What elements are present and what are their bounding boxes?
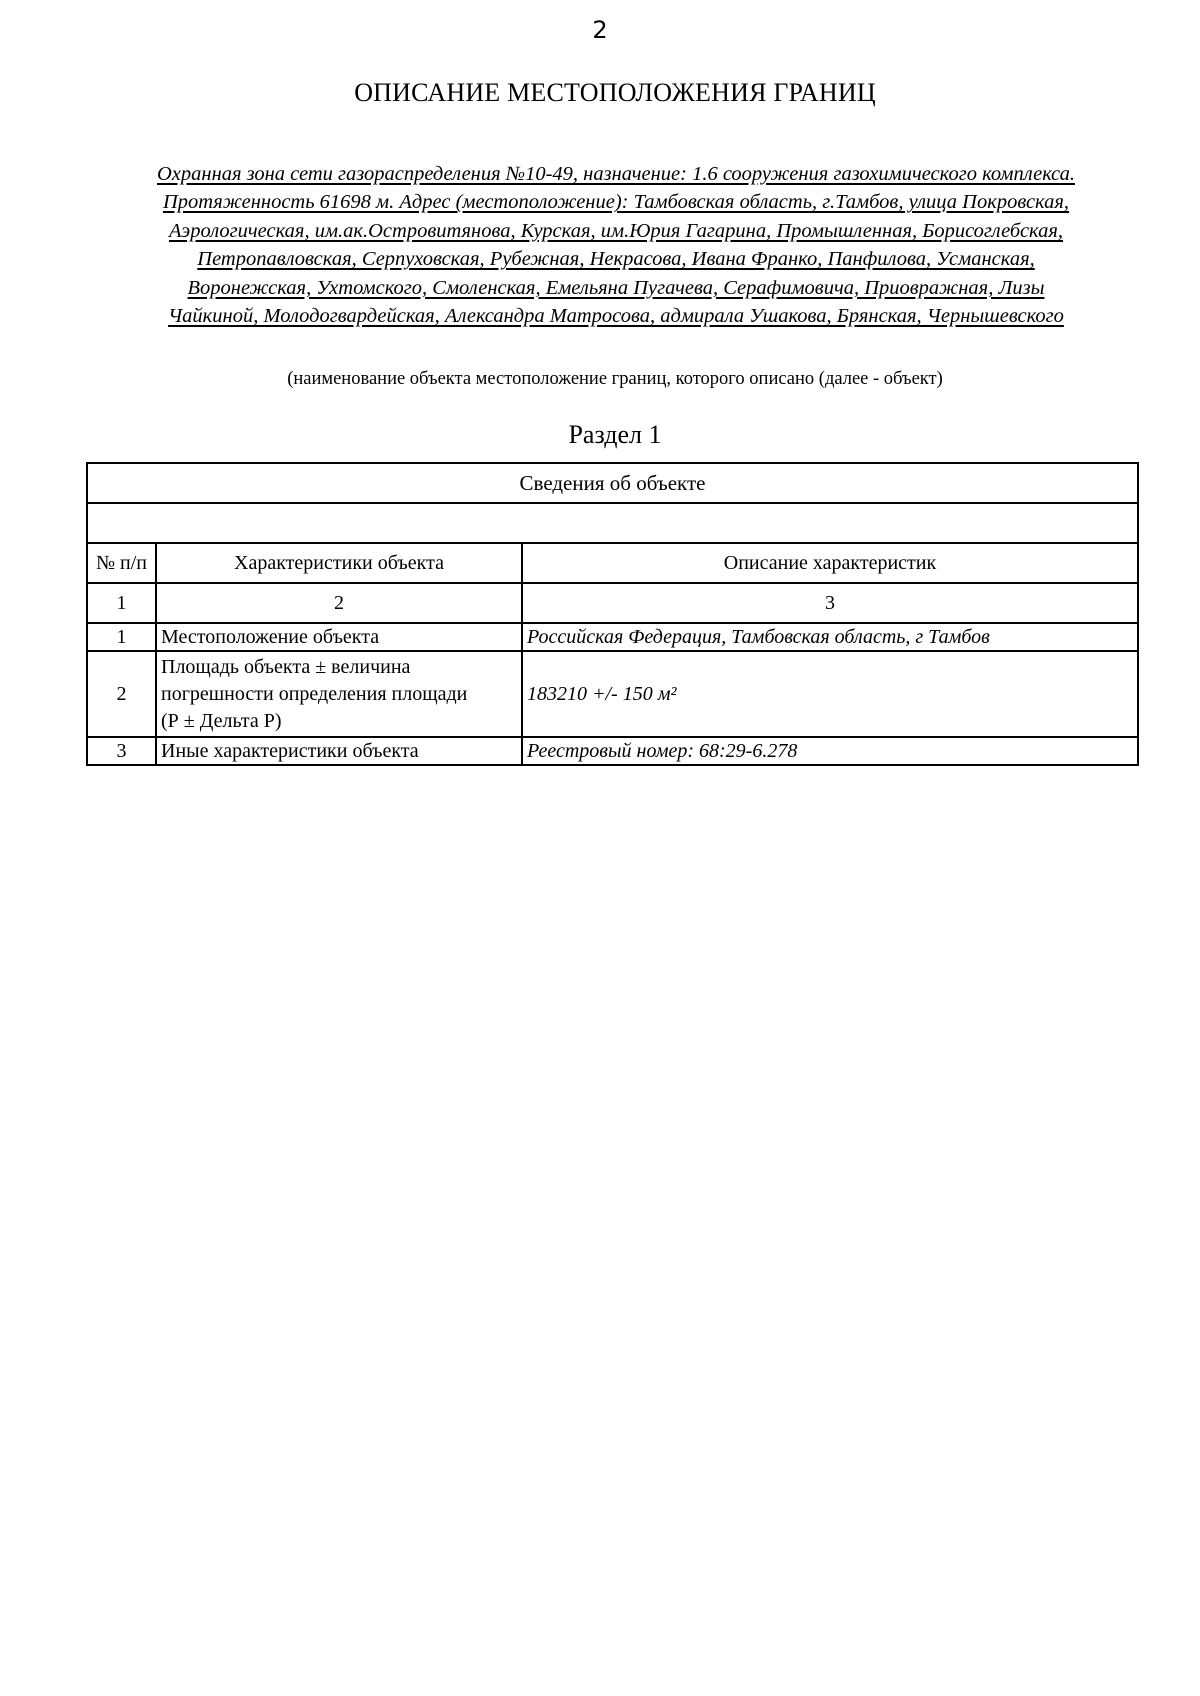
object-info-table xyxy=(86,462,1139,766)
object-description-line: Петропавловская, Серпуховская, Рубежная, Некрасова, Ивана Франко, Панфилова, Усманская, xyxy=(197,248,1035,271)
table-title-row xyxy=(87,463,1138,503)
object-description-line: Чайкиной, Молодогвардейская, Александра Матросова, адмирала Ушакова, Брянская, Чернышевского xyxy=(168,305,1064,328)
object-description xyxy=(96,160,1136,330)
row-description: Российская Федерация, Тамбовская область, г Тамбов xyxy=(522,623,1138,651)
object-description-line: Протяженность 61698 м. Адрес (местоположение): Тамбовская область, г.Тамбов, улица Покровская, xyxy=(162,191,1070,214)
row-description: Реестровый номер: 68:29-6.278 xyxy=(522,737,1138,765)
row-number: 1 xyxy=(87,623,156,651)
object-description-line: Воронежская, Ухтомского, Смоленская, Емельяна Пугачева, Серафимовича, Приовражная, Лизы xyxy=(187,276,1045,299)
page-number: 2 xyxy=(592,16,608,44)
row-characteristic-line: Площадь объекта ± величина xyxy=(161,655,411,678)
object-description-line: Аэрологическая, им.ак.Островитянова, Курская, им.Юрия Гагарина, Промышленная, Борисоглебская, xyxy=(168,219,1064,242)
row-characteristic: Местоположение объекта xyxy=(156,623,522,651)
row-characteristic-line: (Р ± Дельта Р) xyxy=(161,709,282,732)
row-description: 183210 +/- 150 м² xyxy=(522,651,1138,737)
column-number: 1 xyxy=(87,583,156,623)
header-number: № п/п xyxy=(87,543,156,583)
section-title: Раздел 1 xyxy=(568,420,662,449)
table-row xyxy=(87,737,1138,765)
row-characteristic-line: погрешности определения площади xyxy=(161,682,468,705)
row-number: 3 xyxy=(87,737,156,765)
row-characteristic: Иные характеристики объекта xyxy=(156,737,522,765)
object-description-line: Охранная зона сети газораспределения №10-49, назначение: 1.6 сооружения газохимического комплекса. xyxy=(157,163,1075,185)
document-title: ОПИСАНИЕ МЕСТОПОЛОЖЕНИЯ ГРАНИЦ xyxy=(354,78,876,107)
table-row xyxy=(87,623,1138,651)
column-number: 3 xyxy=(522,583,1138,623)
table-header-row xyxy=(87,543,1138,583)
row-number: 2 xyxy=(87,651,156,737)
row-characteristic xyxy=(156,651,522,737)
header-characteristic: Характеристики объекта xyxy=(156,543,522,583)
column-number: 2 xyxy=(156,583,522,623)
table-title: Сведения об объекте xyxy=(87,463,1138,503)
table-empty-row xyxy=(87,503,1138,543)
table-row xyxy=(87,651,1138,737)
empty-cell xyxy=(87,503,1138,543)
header-description: Описание характеристик xyxy=(522,543,1138,583)
column-number-row xyxy=(87,583,1138,623)
object-caption: (наименование объекта местоположение границ, которого описано (далее - объект) xyxy=(287,369,943,389)
